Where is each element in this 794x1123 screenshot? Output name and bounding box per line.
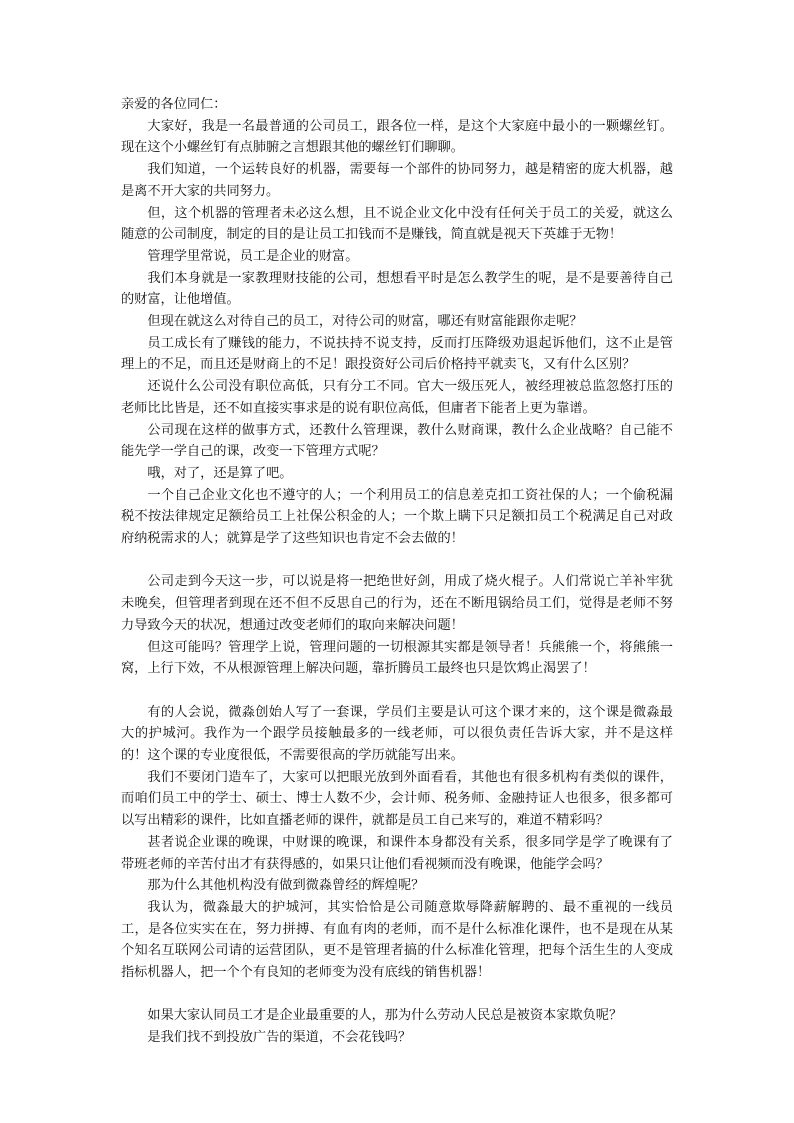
paragraph-moat-claim: 有的人会说，微淼创始人写了一套课，学员们主要是认可这个课才来的，这个课是微淼最大的护城河。我作为一个跟学员接触最多的一线老师，可以很负责任告诉大家，并不是这样的！这个课的专业度很低，不需要很高的学历就能写出来。	[121, 704, 673, 764]
paragraph-leadership: 但这可能吗？管理学上说，管理问题的一切根源其实都是领导者！兵熊熊一个，将熊熊一窝，上行下效，不从根源管理上解决问题，靠折腾员工最终也只是饮鸩止渴罢了！	[121, 639, 673, 677]
paragraph-growth: 员工成长有了赚钱的能力，不说扶持不说支持，反而打压降级劝退起诉他们，这不止是管理上的不足，而且还是财商上的不足！跟投资好公司后价格持平就卖飞，又有什么区别？	[121, 335, 673, 373]
paragraph-greeting: 大家好，我是一名最普通的公司员工，跟各位一样，是这个大家庭中最小的一颗螺丝钉。现在这个小螺丝钉有点肺腑之言想跟其他的螺丝钉们聊聊。	[121, 118, 673, 156]
paragraph-real-moat: 我认为，微淼最大的护城河，其实恰恰是公司随意欺辱降薪解聘的、最不重视的一线员工，是各位实实在在，努力拼搏、有血有肉的老师，而不是什么标准化课件，也不是现在从某个知名互联网公司请的运营团队，更不是管理者搞的什么标准化管理，把每个活生生的人变成指标机器人，把一个个有良知的老师变为没有底线的销售机器！	[121, 899, 673, 981]
paragraph-managers: 但，这个机器的管理者未必这么想，且不说企业文化中没有任何关于员工的关爱，就这么随意的公司制度，制定的目的是让员工扣钱而不是赚钱，简直就是视天下英雄于无物！	[121, 205, 673, 243]
paragraph-hierarchy: 还说什么公司没有职位高低，只有分工不同。官大一级压死人，被经理被总监忽悠打压的老师比比皆是，还不如直接实事求是的说有职位高低，但庸者下能者上更为靠谱。	[121, 379, 673, 416]
paragraph-question: 那为什么其他机构没有做到微淼曾经的辉煌呢？	[147, 878, 425, 894]
paragraph-other-institutions: 我们不要闭门造车了，大家可以把眼光放到外面看看，其他也有很多机构有类似的课件，而咱们员工中的学士、硕士、博士人数不少，会计师、税务师、金融持证人也很多，很多都可以写出精彩的课件，比如直播老师的课件，就都是员工自己来写的，难道不精彩吗？	[121, 769, 673, 829]
paragraph-culture: 一个自己企业文化也不遵守的人；一个利用员工的信息差克扣工资社保的人；一个偷税漏税不按法律规定足额给员工上社保公积金的人；一个欺上瞒下只足额扣员工个税满足自己对政府纳税需求的人；就算是学了这些知识也肯定不会去做的！	[121, 487, 673, 547]
paragraph-forget-it: 哦，对了，还是算了吧。	[147, 465, 293, 481]
paragraph-sword: 公司走到今天这一步，可以说是将一把绝世好剑，用成了烧火棍子。人们常说亡羊补牢犹未晚矣，但管理者到现在还不但不反思自己的行为，还在不断甩锅给员工们，觉得是老师不努力导致今天的状况，想通过改变老师们的取向来解决问题！	[121, 574, 673, 633]
paragraph-wealth-saying: 管理学里常说，员工是企业的财富。	[147, 248, 359, 264]
salutation: 亲爱的各位同仁：	[121, 97, 227, 112]
paragraph-advertising: 是我们找不到投放广告的渠道，不会花钱吗？	[147, 1030, 412, 1046]
paragraph-gap	[121, 984, 673, 1006]
paragraph-gap	[121, 680, 673, 702]
paragraph-gap	[121, 550, 673, 572]
paragraph-machine: 我们知道，一个运转良好的机器，需要每一个部件的协同努力，越是精密的庞大机器，越是离不开大家的共同努力。	[121, 162, 673, 199]
paragraph-capital: 如果大家认同员工才是企业最重要的人，那为什么劳动人民总是被资本家欺负呢？	[147, 1008, 623, 1024]
paragraph-finance-company: 我们本身就是一家教理财技能的公司，想想看平时是怎么教学生的呢，是不是要善待自己的财富，让他增值。	[121, 270, 673, 308]
paragraph-evening-classes: 甚者说企业课的晚课，中财课的晚课，和课件本身都没有关系，很多同学是学了晚课有了带班老师的辛苦付出才有获得感的，如果只让他们看视频而没有晚课，他能学会吗？	[121, 834, 673, 872]
paragraph-treatment: 但现在就这么对待自己的员工，对待公司的财富，哪还有财富能跟你走呢？	[147, 314, 583, 330]
paragraph-courses: 公司现在这样的做事方式，还教什么管理课，教什么财商课，教什么企业战略？自己能不能先学一学自己的课，改变一下管理方式呢？	[121, 422, 673, 460]
letter-page	[121, 94, 673, 1049]
